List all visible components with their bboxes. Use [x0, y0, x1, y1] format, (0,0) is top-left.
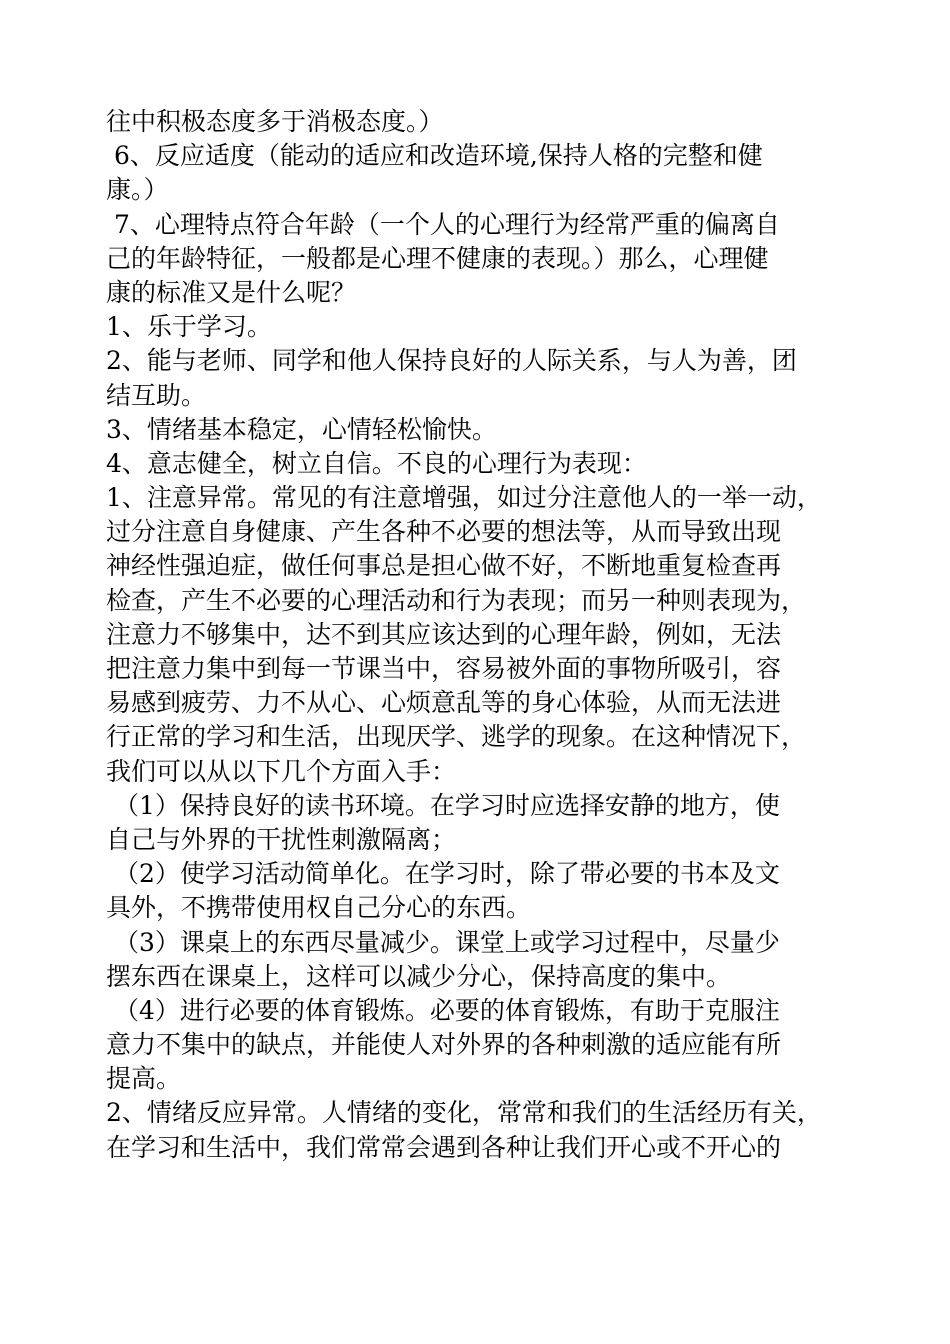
text-line: 康的标准又是什么呢？ [106, 277, 357, 307]
text-line: 易感到疲劳、力不从心、心烦意乱等的身心体验，从而无法进 [106, 688, 782, 718]
text-line: 2、能与老师、同学和他人保持良好的人际关系，与人为善，团 [106, 346, 797, 376]
text-line: 把注意力集中到每一节课当中，容易被外面的事物所吸引，容 [106, 654, 782, 683]
text-line: 检查，产生不必要的心理活动和行为表现；而另一种则表现为， [106, 585, 807, 615]
text-line: （4）进行必要的体育锻炼。必要的体育锻炼，有助于克服注 [106, 995, 780, 1025]
text-line: （3）课桌上的东西尽量减少。课堂上或学习过程中，尽量少 [106, 927, 780, 957]
text-line: 4、意志健全，树立自信。不良的心理行为表现： [106, 448, 647, 478]
text-line: 摆东西在课桌上，这样可以减少分心，保持高度的集中。 [106, 961, 732, 991]
text-line: 6、反应适度（能动的适应和改造环境,保持人格的完整和健 [106, 141, 763, 171]
text-line: 结互助。 [106, 380, 207, 410]
text-line: 在学习和生活中，我们常常会遇到各种让我们开心或不开心的 [106, 1132, 782, 1162]
text-line: 行正常的学习和生活，出现厌学、逃学的现象。在这种情况下， [106, 722, 807, 752]
text-line: 7、心理特点符合年龄（一个人的心理行为经常严重的偏离自 [106, 209, 780, 239]
text-line: 我们可以从以下几个方面入手： [106, 756, 457, 786]
text-line: 往中积极态度多于消极态度。） [106, 107, 444, 136]
text-line: （2）使学习活动简单化。在学习时，除了带必要的书本及文 [106, 859, 780, 889]
text-line: 1、乐于学习。 [106, 312, 272, 342]
text-line: 神经性强迫症，做任何事总是担心做不好，不断地重复检查再 [106, 551, 782, 581]
document-body [106, 105, 866, 1165]
text-line: 过分注意自身健康、产生各种不必要的想法等，从而导致出现 [106, 517, 782, 547]
text-line: 康。） [106, 175, 169, 205]
text-line: 己的年龄特征，一般都是心理不健康的表现。）那么，心理健 [106, 243, 769, 273]
text-line: 提高。 [106, 1064, 182, 1094]
text-line: 自己与外界的干扰性刺激隔离； [106, 824, 457, 854]
text-line: 3、情绪基本稳定，心情轻松愉快。 [106, 414, 497, 444]
text-line: 1、注意异常。常见的有注意增强，如过分注意他人的一举一动， [106, 483, 822, 513]
text-line: 具外，不携带使用权自己分心的东西。 [106, 893, 532, 923]
text-line: 注意力不够集中，达不到其应该达到的心理年龄，例如，无法 [106, 619, 782, 649]
text-line: 2、情绪反应异常。人情绪的变化，常常和我们的生活经历有关， [106, 1098, 822, 1128]
text-line: 意力不集中的缺点，并能使人对外界的各种刺激的适应能有所 [106, 1030, 782, 1060]
text-line: （1）保持良好的读书环境。在学习时应选择安静的地方，使 [106, 790, 780, 820]
